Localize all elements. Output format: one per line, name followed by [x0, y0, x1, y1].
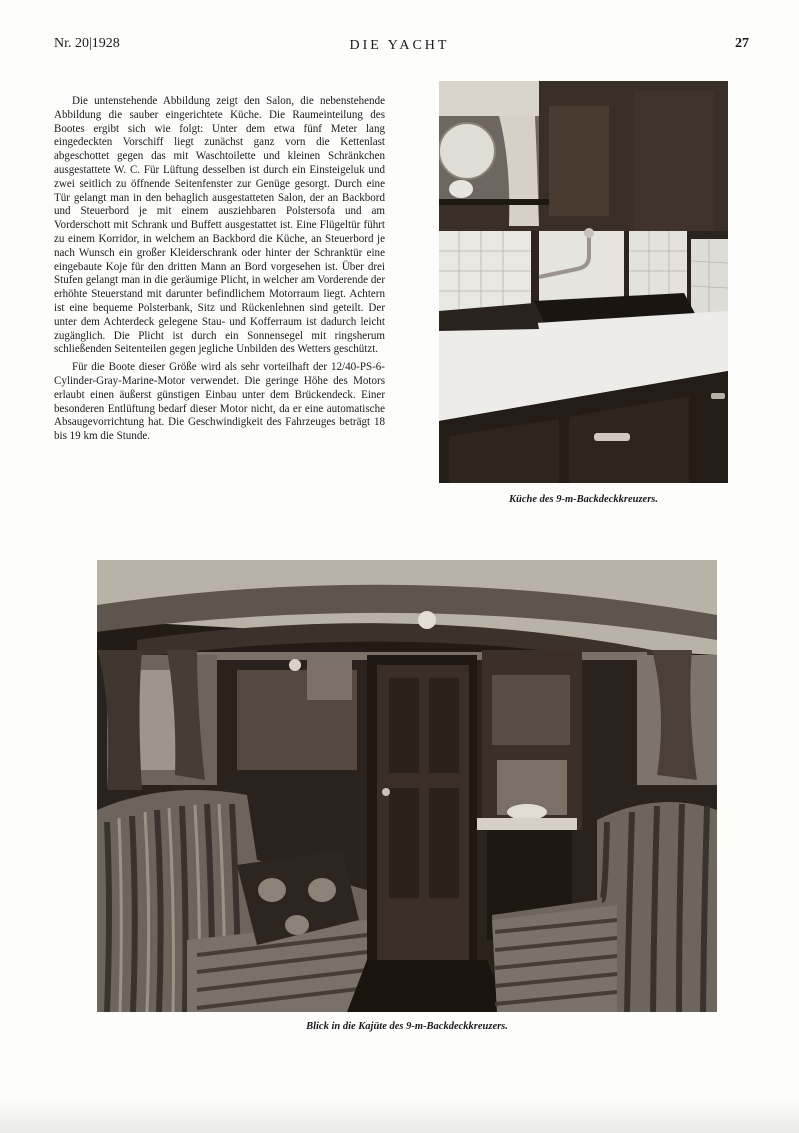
article-paragraph: Die untenstehende Abbildung zeigt den Salon, die nebenstehende Abbildung die sauber eingerichtete Küche. Die Raumeinteilung des Bootes ergibt sich wie folgt: Unter dem etwa fünf Meter lang eingedeckten Vorschiff liegt zunächst ganz vorn die Kettenlast abgeschottet gegen das mit Waschtoilette und kleinen Schränkchen ausgestattete W. C. Für Lüftung desselben ist durch ein Einsteigeluk und zwei seitlich zu öffnende Seitenfenster zur Genüge gesorgt. Durch eine Tür gelangt man in den behaglich ausgestatteten Salon, der an Backbord und Steuerbord je mit einem ausziehbaren Polstersofa und am Vorderschott mit Schrank und Buffett ausgestattet ist. Eine Flügeltür führt zu einem Korridor, in welchem an Backbord die Küche, an Steuerbord je nach Wunsch ein großer Kleiderschrank oder hinter der Schranktür eine eingebaute Koje für den dritten Mann an Bord vorgesehen ist. Über drei Stufen gelangt man in die geräumige Plicht, in welcher am Vorderende der erhöhte Steuerstand mit darunter befindlichem Motorraum liegt. Achtern ist eine bequeme Polsterbank, Sitz und Rückenlehnen sind geteilt. Der unter dem Achterdeck gelegene Stau- und Kofferraum ist dadurch leicht zugänglich. Die Plicht ist durch ein Sonnensegel mit ringsherum schließenden Seitenteilen gegen jegliche Unbilden des Wetters geschützt. — [54, 95, 385, 356]
kitchen-photo-image — [439, 81, 728, 483]
cabin-photo-image — [97, 560, 717, 1012]
article-text — [54, 95, 385, 444]
cabin-photo — [97, 560, 717, 1012]
kitchen-caption: Küche des 9-m-Backdeckkreuzers. — [508, 494, 659, 505]
issue-number: Nr. 20|1928 — [54, 36, 120, 51]
kitchen-photo — [439, 81, 728, 483]
cabin-caption: Blick in die Kajüte des 9-m-Backdeckkreuzers. — [306, 1021, 508, 1032]
magazine-title: DIE YACHT — [349, 38, 450, 53]
page-bottom-edge — [0, 1100, 799, 1133]
page-number: 27 — [735, 36, 749, 51]
article-paragraph: Für die Boote dieser Größe wird als sehr vorteilhaft der 12/40-PS-6-Cylinder-Gray-Marine-Motor verwendet. Die geringe Höhe des Motors erlaubt einen äußerst günstigen Einbau unter dem Brückendeck. Einer besonderen Entlüftung bedarf dieser Motor nicht, da er eine automatische Absaugevorrichtung hat. Die Geschwindigkeit des Fahrzeuges beträgt 18 bis 19 km die Stunde. — [54, 361, 385, 443]
